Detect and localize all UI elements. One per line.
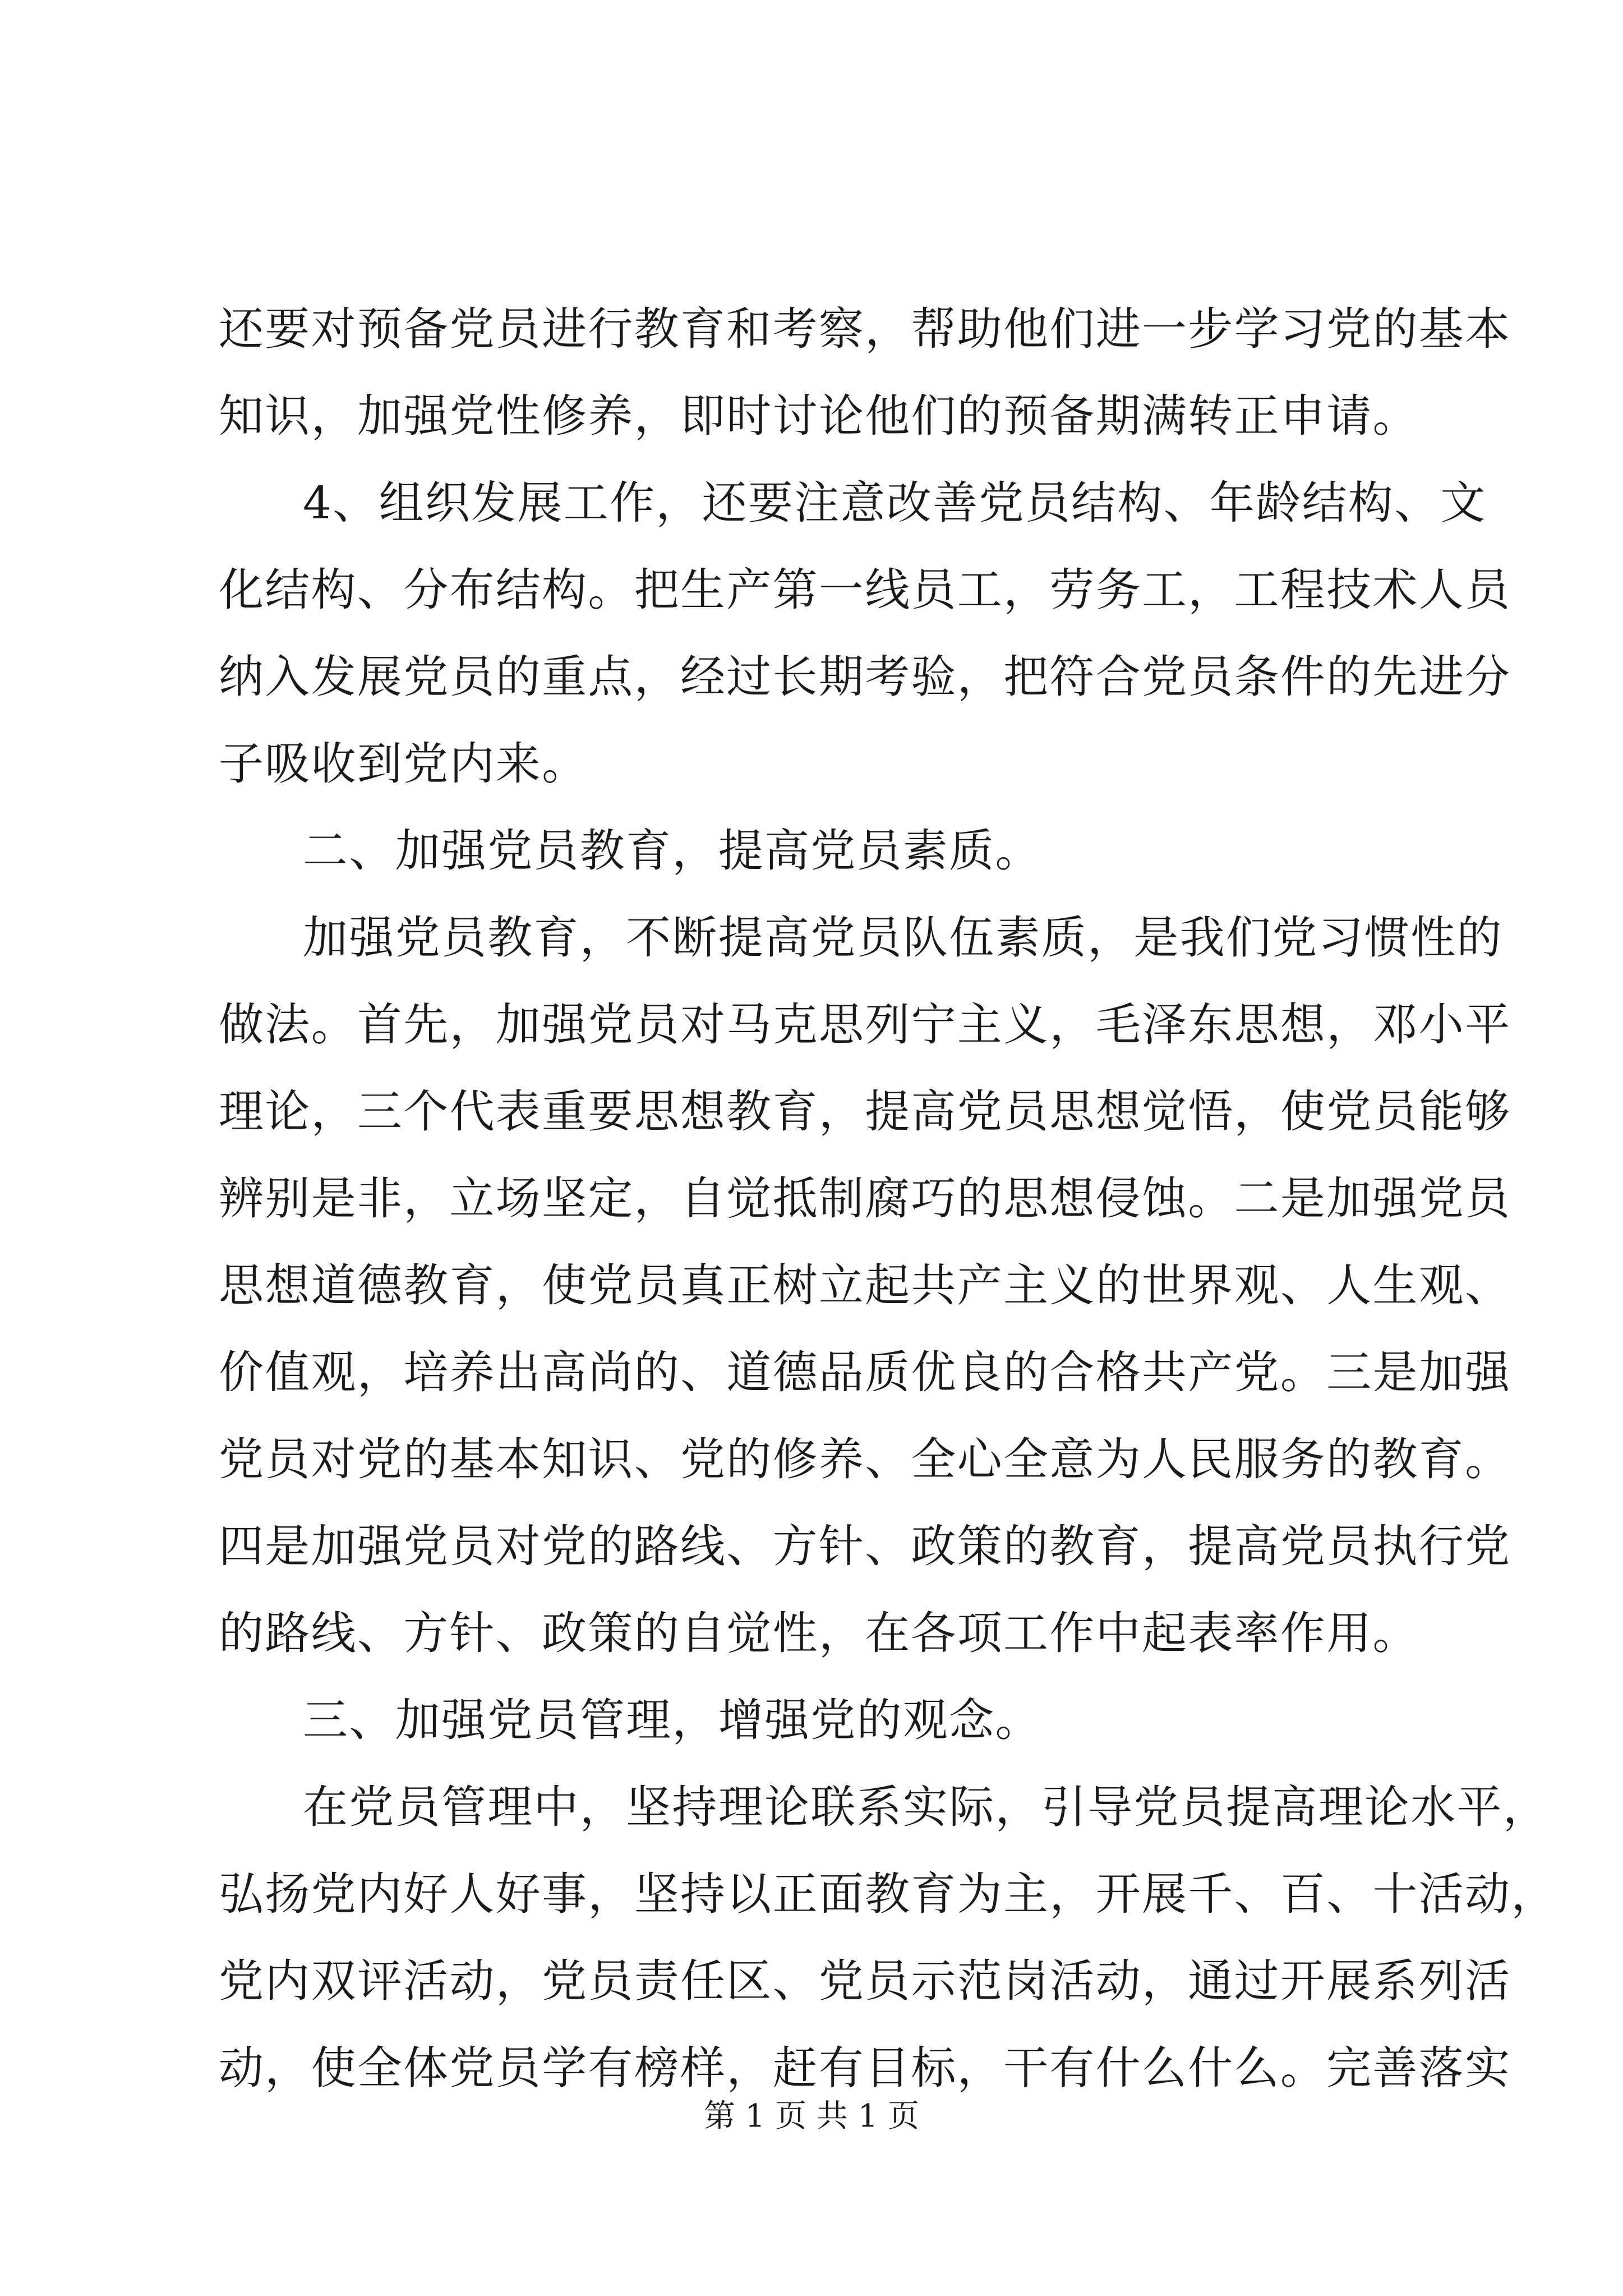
text-line: 在党员管理中，坚持理论联系实际，引导党员提高理论水平， <box>303 1781 1550 1833</box>
text-line: 思想道德教育，使党员真正树立起共产主义的世界观、人生观、 <box>219 1259 1511 1312</box>
text-line: 的路线、方针、政策的自觉性，在各项工作中起表率作用。 <box>219 1607 1419 1659</box>
text-line: 知识，加强党性修养，即时讨论他们的预备期满转正申请。 <box>219 390 1419 442</box>
section-heading: 三、加强党员管理，增强党的观念。 <box>303 1694 1041 1746</box>
text-line: 弘扬党内好人好事，坚持以正面教育为主，开展千、百、十活动， <box>219 1868 1557 1920</box>
text-line: 化结构、分布结构。把生产第一线员工，劳务工，工程技术人员 <box>219 564 1511 616</box>
text-line: 党内双评活动，党员责任区、党员示范岗活动，通过开展系列活 <box>219 1955 1511 2007</box>
text-line: 加强党员教育，不断提高党员队伍素质，是我们党习惯性的 <box>303 912 1503 964</box>
text-line: 价值观，培养出高尚的、道德品质优良的合格共产党。三是加强 <box>219 1346 1511 1398</box>
text-line: 还要对预备党员进行教育和考察，帮助他们进一步学习党的基本 <box>219 303 1511 355</box>
page-number-footer: 第 1 页 共 1 页 <box>703 2098 920 2134</box>
text-line: 纳入发展党员的重点，经过长期考验，把符合党员条件的先进分 <box>219 651 1511 703</box>
text-line: 四是加强党员对党的路线、方针、政策的教育，提高党员执行党 <box>219 1520 1511 1572</box>
text-line: 理论，三个代表重要思想教育，提高党员思想觉悟，使党员能够 <box>219 1085 1511 1138</box>
section-heading: 二、加强党员教育，提高党员素质。 <box>303 825 1041 877</box>
text-line: 子吸收到党内来。 <box>219 738 588 790</box>
text-line: 动，使全体党员学有榜样，赶有目标，干有什么什么。完善落实 <box>219 2042 1511 2094</box>
text-line: 党员对党的基本知识、党的修养、全心全意为人民服务的教育。 <box>219 1433 1511 1485</box>
text-line: 做法。首先，加强党员对马克思列宁主义，毛泽东思想，邓小平 <box>219 999 1511 1051</box>
text-line: 辨别是非，立场坚定，自觉抵制腐巧的思想侵蚀。二是加强党员 <box>219 1172 1511 1225</box>
text-line: 4、组织发展工作，还要注意改善党员结构、年龄结构、文 <box>303 477 1487 529</box>
